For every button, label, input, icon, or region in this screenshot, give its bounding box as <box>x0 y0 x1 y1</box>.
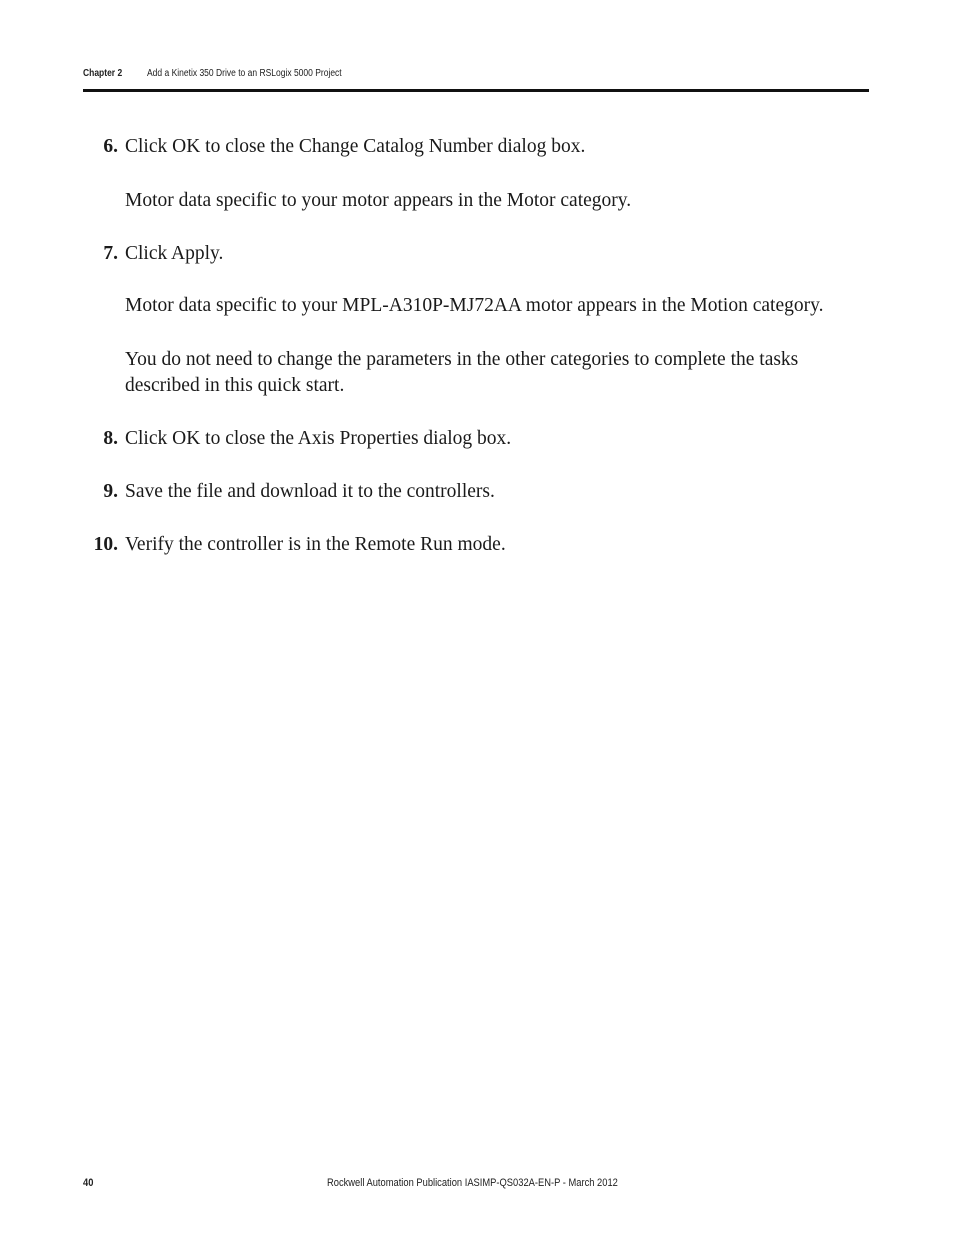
step-7-number: 7. <box>103 243 118 264</box>
step-9-text: Save the file and download it to the controllers. <box>125 481 495 502</box>
header-rule <box>83 89 869 92</box>
step-9-number: 9. <box>103 481 118 502</box>
step-7-text: Click Apply. <box>125 243 224 264</box>
step-6-note: Motor data specific to your motor appears in the Motor category. <box>125 190 632 211</box>
step-8-text: Click OK to close the Axis Properties dialog box. <box>125 428 512 449</box>
page-number: 40 <box>83 1177 94 1189</box>
step-6-text: Click OK to close the Change Catalog Number dialog box. <box>125 136 586 157</box>
step-8-number: 8. <box>103 428 118 449</box>
step-7-note-parameters: You do not need to change the parameters in the other categories to complete the tasks described in this quick start. <box>125 349 799 396</box>
publication-info: Rockwell Automation Publication IASIMP-QS032A-EN-P - March 2012 <box>327 1177 618 1189</box>
step-7-note-motion: Motor data specific to your MPL-A310P-MJ72AA motor appears in the Motion category. <box>125 295 824 316</box>
step-10-number: 10. <box>93 534 118 555</box>
page-header <box>83 67 869 89</box>
step-10-text: Verify the controller is in the Remote Run mode. <box>125 534 506 555</box>
chapter-label: Chapter 2 <box>83 68 123 79</box>
step-6-number: 6. <box>103 136 118 157</box>
chapter-title: Add a Kinetix 350 Drive to an RSLogix 5000 Project <box>147 68 342 79</box>
